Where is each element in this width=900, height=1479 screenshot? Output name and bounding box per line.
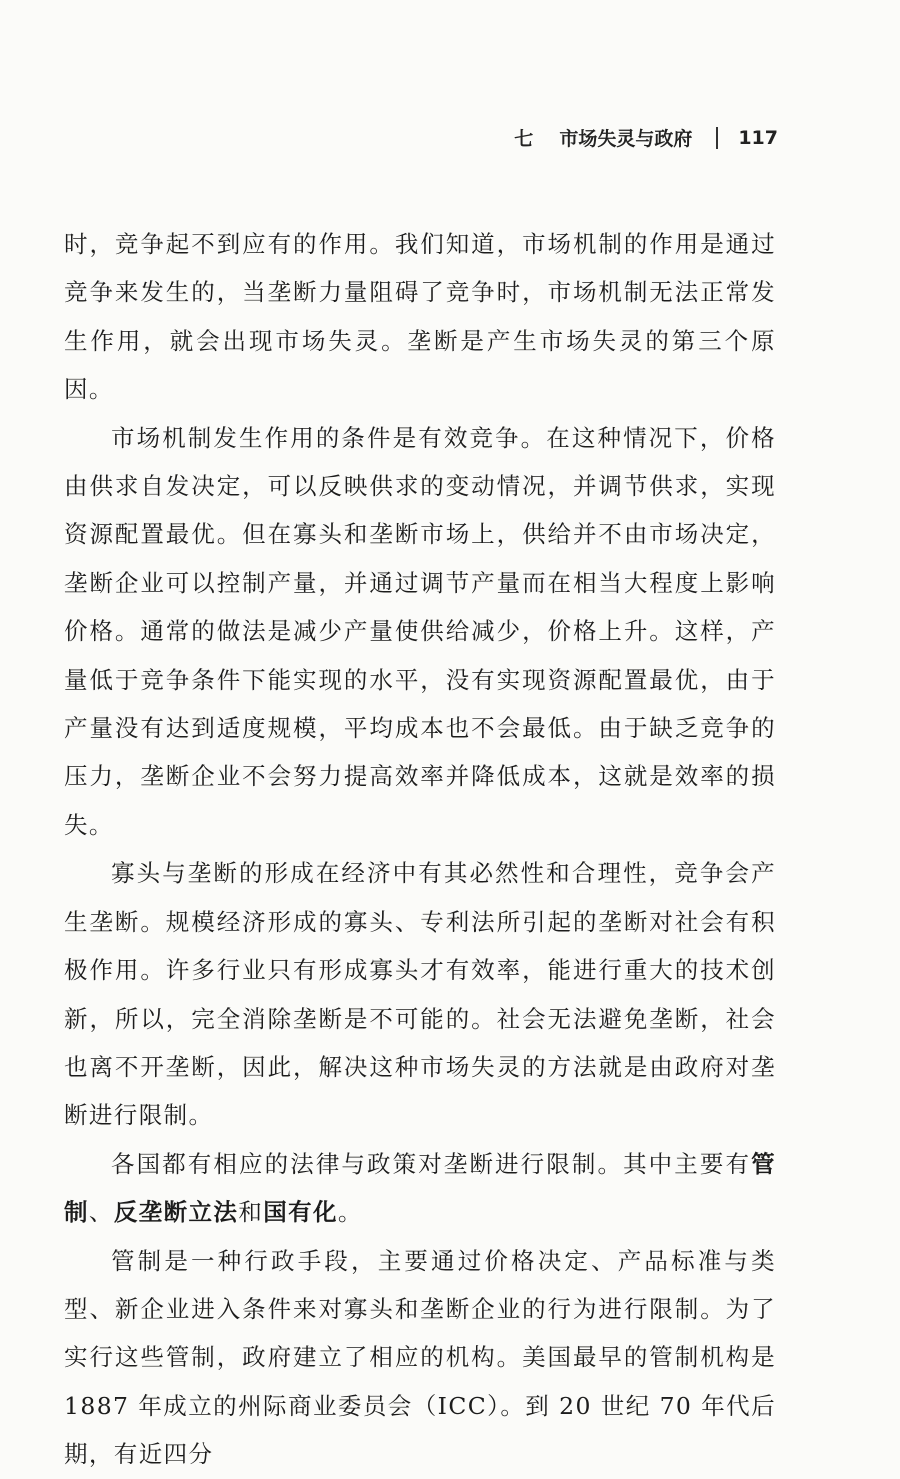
text-segment: 市场机制发生作用的条件是有效竞争。在这种情况下，价格由供求自发决定，可以反映供求的变动情况，并调节供求，实现资源配置最优。但在寡头和垄断市场上，供给并不由市场决定，垄断企业可以控制产量，并通过调节产量而在相当大程度上影响价格。通常的做法是减少产量使供给减少，价格上升。这样，产量低于竞争条件下能实现的水平，没有实现资源配置最优，由于产量没有达到适度规模，平均成本也不会最低。由于缺乏竞争的压力，垄断企业不会努力提高效率并降低成本，这就是效率的损失。 xyxy=(64,423,776,839)
header-divider xyxy=(716,127,718,149)
text-segment: 各国都有相应的法律与政策对垄断进行限制。其中主要有 xyxy=(111,1149,752,1178)
text-segment: 管制是一种行政手段，主要通过价格决定、产品标准与类型、新企业进入条件来对寡头和垄断企业的行为进行限制。为了实行这些管制，政府建立了相应的机构。美国最早的管制机构是 1887 年成立的州际商业委员会（ICC）。到 20 世纪 70 年代后期，有近四分 xyxy=(64,1246,776,1469)
text-segment: 、 xyxy=(88,1198,114,1227)
paragraph xyxy=(64,220,776,414)
chapter-title: 市场失灵与政府 xyxy=(559,128,693,150)
bold-term: 管制 xyxy=(64,1149,776,1227)
running-head xyxy=(514,124,778,151)
text-segment: 寡头与垄断的形成在经济中有其必然性和合理性，竞争会产生垄断。规模经济形成的寡头、专利法所引起的垄断对社会有积极作用。许多行业只有形成寡头才有效率，能进行重大的技术创新，所以，完全消除垄断是不可能的。社会无法避免垄断，社会也离不开垄断，因此，解决这种市场失灵的方法就是由政府对垄断进行限制。 xyxy=(64,859,776,1130)
page-number: 117 xyxy=(738,126,778,149)
bold-term: 国有化 xyxy=(263,1198,338,1227)
text-segment: 和 xyxy=(238,1198,264,1227)
text-segment: 。 xyxy=(337,1198,363,1227)
body-text xyxy=(64,220,776,1479)
paragraph xyxy=(64,849,776,1139)
paragraph xyxy=(64,414,776,850)
paragraph xyxy=(64,1140,776,1237)
text-segment: 时，竞争起不到应有的作用。我们知道，市场机制的作用是通过竞争来发生的，当垄断力量阻碍了竞争时，市场机制无法正常发生作用，就会出现市场失灵。垄断是产生市场失灵的第三个原因。 xyxy=(64,230,776,404)
bold-term: 反垄断立法 xyxy=(113,1198,239,1227)
paragraph xyxy=(64,1237,776,1479)
chapter-number: 七 xyxy=(514,128,534,150)
